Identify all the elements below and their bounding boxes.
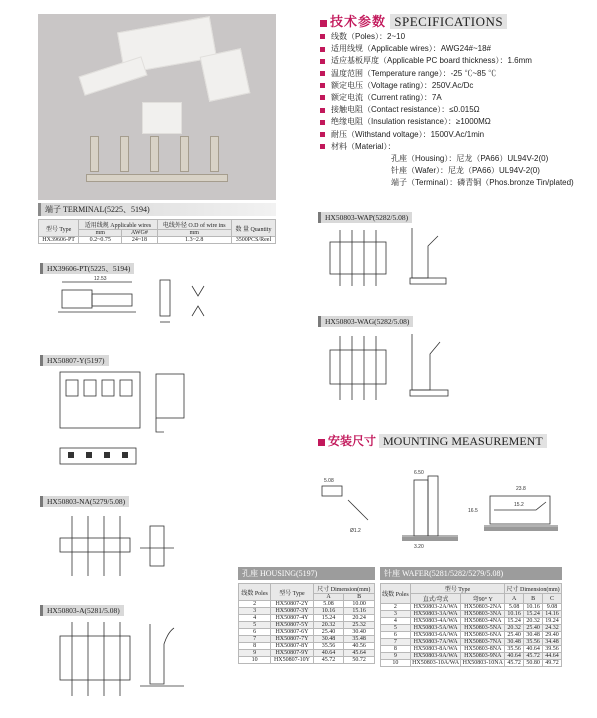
table-cell: 50.80: [524, 660, 543, 667]
svg-text:5.08: 5.08: [324, 478, 334, 484]
terminal-carrier-strip: [86, 174, 228, 182]
wafer-table: 线数 Poles 型号 Type 尺寸 Dimension(mm) 直式/弯式 弯90° Y A B C 2 HX50803-2A/WA HX50803-2NA 5.08 10.16 9.08 3 HX50803-3A/WA HX50803-3NA 10.16 15.24 14.16 4 HX50803-4A/WA HX50803-4NA 15.24 20.32 19.24 5 HX50803-5A/WA HX50803-5NA 20.32 25.40 24.32 6 HX50803-6A/WA HX50803-6NA 25.40 30.48 29.40 7 HX50803-7A/WA HX50803-7NA 30.48 35.56 34.48 8 HX50803-8A/WA HX50803-8NA 35.56 40.64 39.56 9 HX50803-9A/WA HX50803-9NA 40.64 45.72 44.64 10 HX50803-10A/WA HX50803-10NA 45.72 50.80 49.72: [380, 583, 562, 667]
table-cell: 5.08: [505, 604, 524, 611]
table-cell: HX50803-2NA: [461, 604, 505, 611]
table-cell: HX50803-3A/WA: [410, 611, 461, 618]
table-cell: 45.72: [313, 657, 344, 664]
bullet-icon: [320, 83, 325, 88]
wafer-image: [79, 56, 148, 95]
terminal-image: [90, 136, 99, 172]
spec-item: 额定电流（Current rating）：7A: [320, 92, 574, 104]
product-photo: [38, 14, 276, 200]
table-cell: HX50803-9NA: [461, 653, 505, 660]
table-row: [239, 657, 375, 664]
table-cell: HX50807-5Y: [271, 622, 314, 629]
terminal-image: [180, 136, 189, 172]
table-cell: 5: [381, 625, 411, 632]
table-cell: 15.24: [313, 615, 344, 622]
table-cell: HX50803-8A/WA: [410, 646, 461, 653]
table-cell: 7: [381, 639, 411, 646]
table-row: [239, 643, 375, 650]
svg-text:3.20: 3.20: [414, 544, 424, 550]
table-cell: HX50807-2Y: [271, 601, 314, 608]
terminal-drawing: [52, 272, 252, 340]
spec-item: 绝缘电阻（Insulation resistance）：≥1000MΩ: [320, 116, 574, 128]
table-cell: 25.40: [524, 625, 543, 632]
mounting-title: 安装尺寸 MOUNTING MEASUREMENT: [318, 432, 547, 449]
table-cell: 35.56: [313, 643, 344, 650]
table-cell: 15.24: [505, 618, 524, 625]
table-cell: HX50803-2A/WA: [410, 604, 461, 611]
table-cell: HX50803-10NA: [462, 660, 503, 666]
wafer-a-drawing: [54, 616, 204, 708]
table-row: [239, 650, 375, 657]
table-cell: 8: [239, 643, 271, 650]
table-row: [381, 646, 562, 653]
terminal-image: [120, 136, 129, 172]
table-cell: 44.64: [543, 653, 562, 660]
table-row: [381, 604, 562, 611]
table-cell: 29.40: [543, 632, 562, 639]
table-cell: 14.16: [543, 611, 562, 618]
table-cell: 45.72: [524, 653, 543, 660]
material-wafer: 针座（Wafer）：尼龙（PA66）UL94V-2(0): [391, 166, 540, 176]
table-cell: 49.72: [543, 660, 562, 667]
table-cell: 10: [239, 657, 271, 664]
table-cell: 9.08: [543, 604, 562, 611]
spec-item: 接触电阻（Contact resistance）：≤0.015Ω: [320, 104, 574, 116]
table-cell: 15.16: [344, 608, 375, 615]
table-cell: 10: [381, 660, 411, 667]
table-cell: 8: [381, 646, 411, 653]
terminal-heading: 端子 TERMINAL(5225、5194): [38, 203, 276, 216]
table-cell: 10.16: [524, 604, 543, 611]
table-cell: HX50807-3Y: [271, 608, 314, 615]
table-cell: 25.40: [505, 632, 524, 639]
drawing-label-housing: HX50807-Y(5197): [40, 350, 109, 368]
spec-item: 线数（Poles）：2~10: [320, 31, 574, 43]
table-row: [381, 611, 562, 618]
table-cell: 25.40: [313, 629, 344, 636]
table-cell: 15.24: [524, 611, 543, 618]
spec-item: 额定电压（Voltage rating）：250V.Ac/Dc: [320, 80, 574, 92]
terminal-section: [38, 203, 276, 244]
table-cell: HX50803-7A/WA: [410, 639, 461, 646]
table-cell: 30.48: [313, 636, 344, 643]
table-cell: 20.32: [313, 622, 344, 629]
table-row: [239, 636, 375, 643]
table-cell: 30.48: [505, 639, 524, 646]
table-cell: 45.72: [505, 660, 524, 667]
table-cell: HX50807-6Y: [271, 629, 314, 636]
table-row: [381, 660, 562, 667]
wafer-wap-drawing: [326, 222, 496, 302]
table-cell: 4: [239, 615, 271, 622]
table-cell: 3: [239, 608, 271, 615]
svg-text:12.53: 12.53: [94, 276, 107, 282]
material-terminal: 端子（Terminal）：磷青铜（Phos.bronze Tin/plated): [391, 178, 574, 188]
table-row: [239, 615, 375, 622]
table-cell: 39.56: [543, 646, 562, 653]
terminal-image: [150, 136, 159, 172]
table-cell: 6: [381, 632, 411, 639]
bullet-icon: [320, 144, 325, 149]
table-row: [381, 632, 562, 639]
housing-table-heading: 孔座 HOUSING(5197): [238, 567, 375, 580]
table-cell: HX50803-6NA: [461, 632, 505, 639]
table-row: [239, 608, 375, 615]
table-cell: HX50803-8NA: [461, 646, 505, 653]
table-row: [381, 625, 562, 632]
table-cell: HX50807-8Y: [271, 643, 314, 650]
bullet-icon: [320, 108, 325, 113]
table-cell: 20.32: [524, 618, 543, 625]
table-cell: 50.72: [344, 657, 375, 664]
table-cell: 2: [239, 601, 271, 608]
table-cell: 6: [239, 629, 271, 636]
table-row: [381, 618, 562, 625]
bullet-icon: [320, 132, 325, 137]
table-cell: HX50803-3NA: [461, 611, 505, 618]
table-cell: HX50803-4A/WA: [410, 618, 461, 625]
table-cell: 34.48: [543, 639, 562, 646]
bullet-icon: [320, 47, 325, 52]
table-cell: 2: [381, 604, 411, 611]
drawing-label-wap: HX50803-WAP(5282/5.08): [318, 207, 412, 225]
spec-item: 适用线规（Applicable wires）：AWG24#~18#: [320, 43, 574, 55]
table-cell: 20.24: [344, 615, 375, 622]
terminal-table: 型号 Type 适用线规 Applicable wires 电线外径 O.D of wire ins 数 量 Quantity mm AWG# mm HX39606-PT 0.2~0.75 24~18 1.3~2.8 3500PCS/Reel: [38, 219, 276, 244]
table-cell: HX50807-10Y: [271, 657, 314, 664]
wafer-table-section: [380, 567, 562, 667]
table-row: [381, 639, 562, 646]
table-cell: 5: [239, 622, 271, 629]
table-cell: HX50803-10A/WA: [412, 660, 460, 666]
table-row: HX39606-PT 0.2~0.75 24~18 1.3~2.8 3500PCS/Reel: [39, 237, 276, 244]
svg-text:16.5: 16.5: [468, 508, 478, 514]
table-cell: 40.56: [344, 643, 375, 650]
svg-text:23.8: 23.8: [516, 486, 526, 492]
housing-table: 线数 Poles 型号 Type 尺寸 Dimension(mm) A B 2 HX50807-2Y 5.08 10.00 3 HX50807-3Y 10.16 15.16 4 HX50807-4Y 15.24 20.24 5 HX50807-5Y 20.32 25.32 6 HX50807-6Y 25.40 30.40 7 HX50807-7Y 30.48 35.48 8 HX50807-8Y 35.56 40.56 9 HX50807-9Y 40.64 45.64 10 HX50807-10Y 45.72 50.72: [238, 583, 375, 664]
drawing-label-pt: HX39606-PT(5225、5194): [40, 258, 134, 276]
table-cell: 10.00: [344, 601, 375, 608]
drawing-label-a: HX50803-A(5281/5.08): [40, 600, 124, 618]
table-cell: HX50803-9A/WA: [410, 653, 461, 660]
table-cell: 30.48: [524, 632, 543, 639]
table-row: [381, 653, 562, 660]
table-cell: 35.56: [505, 646, 524, 653]
material-housing: 孔座（Housing）：尼龙（PA66）UL94V-2(0): [391, 154, 549, 164]
table-cell: 30.40: [344, 629, 375, 636]
drawing-label-na: HX50803-NA(5279/5.08): [40, 491, 129, 509]
table-cell: 40.64: [313, 650, 344, 657]
table-row: [239, 629, 375, 636]
spec-item: 耐压（Withstand voltage）：1500V.Ac/1min: [320, 129, 574, 141]
bullet-icon: [320, 95, 325, 100]
table-cell: 45.64: [344, 650, 375, 657]
table-cell: HX50807-7Y: [271, 636, 314, 643]
table-cell: 24.32: [543, 625, 562, 632]
table-cell: HX50807-9Y: [271, 650, 314, 657]
wafer-wag-drawing: [326, 326, 496, 412]
table-cell: 40.64: [524, 646, 543, 653]
bullet-icon: [320, 34, 325, 39]
specifications-title: 技术参数 SPECIFICATIONS: [320, 11, 507, 30]
svg-text:15.2: 15.2: [514, 502, 524, 508]
table-cell: 35.56: [524, 639, 543, 646]
svg-text:6.50: 6.50: [414, 470, 424, 476]
table-cell: 20.32: [505, 625, 524, 632]
table-row: [239, 601, 375, 608]
housing-side-drawing: [150, 370, 194, 440]
spec-item: 适应基板厚度（Applicable PC board thickness）：1.6mm: [320, 55, 574, 67]
wafer-table-heading: 针座 WAFER(5281/5282/5279/5.08): [380, 567, 562, 580]
bullet-icon: [320, 59, 325, 64]
bullet-icon: [320, 120, 325, 125]
bullet-icon: [318, 439, 325, 446]
spec-item: 温度范围（Temperature range）：-25 ℃~85 ℃: [320, 68, 574, 80]
table-cell: 10.16: [505, 611, 524, 618]
table-cell: HX50803-6A/WA: [410, 632, 461, 639]
table-cell: HX50803-5A/WA: [410, 625, 461, 632]
table-cell: 10.16: [313, 608, 344, 615]
specifications-list: [320, 31, 574, 190]
table-cell: 9: [239, 650, 271, 657]
table-cell: HX50803-4NA: [461, 618, 505, 625]
table-cell: 35.48: [344, 636, 375, 643]
mounting-drawing: [318, 460, 568, 552]
table-row: [239, 622, 375, 629]
table-cell: HX50803-7NA: [461, 639, 505, 646]
bullet-icon: [320, 20, 327, 27]
svg-text:Ø1.2: Ø1.2: [350, 528, 361, 534]
terminal-image: [210, 136, 219, 172]
bullet-icon: [320, 71, 325, 76]
table-cell: 5.08: [313, 601, 344, 608]
housing-table-section: [238, 567, 375, 664]
table-cell: 40.64: [505, 653, 524, 660]
table-cell: 25.32: [344, 622, 375, 629]
wafer-na-drawing: [54, 506, 204, 586]
table-cell: HX50807-4Y: [271, 615, 314, 622]
spec-item: 材料（Material）：: [320, 141, 574, 153]
housing-end-image: [200, 48, 251, 102]
table-cell: 9: [381, 653, 411, 660]
table-cell: 7: [239, 636, 271, 643]
table-cell: 4: [381, 618, 411, 625]
wafer-angle-image: [142, 102, 182, 134]
drawing-label-wag: HX50803-WAG(5282/5.08): [318, 311, 413, 329]
table-cell: 19.24: [543, 618, 562, 625]
table-cell: 3: [381, 611, 411, 618]
table-cell: HX50803-5NA: [461, 625, 505, 632]
